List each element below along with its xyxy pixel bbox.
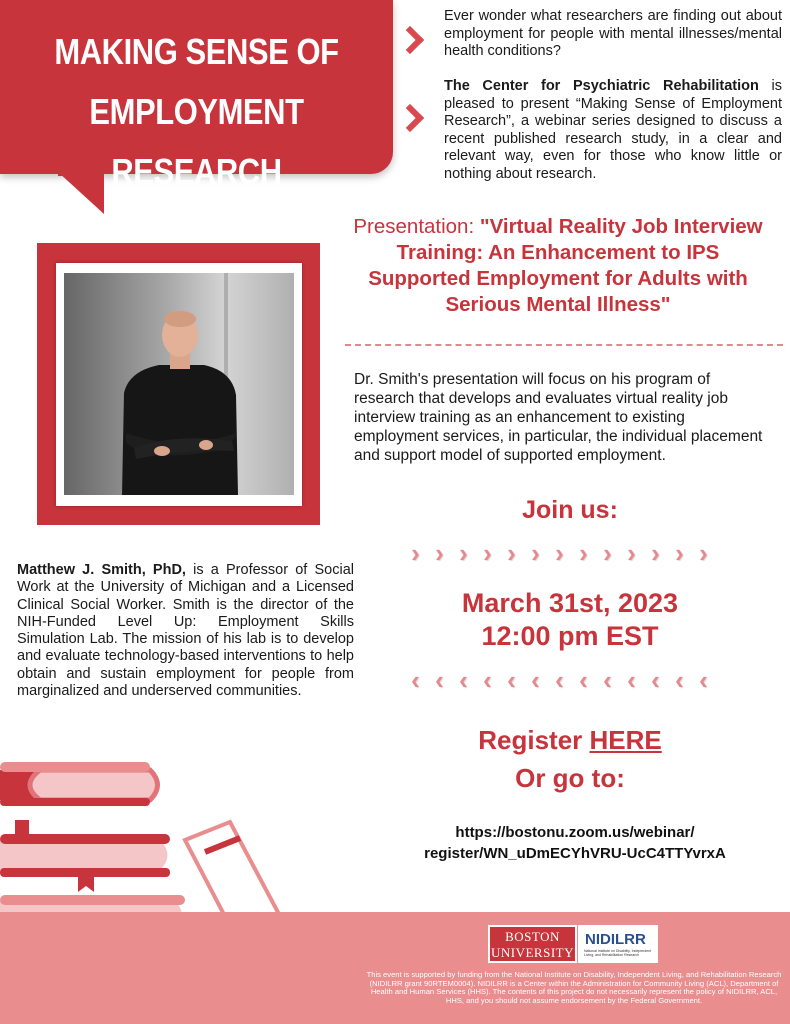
footer-band [0, 912, 790, 1024]
chevron-left-icon: ‹ [459, 665, 468, 695]
chevron-left-icon: ‹ [411, 665, 420, 695]
url-line-2: register/WN_uDmECYhVRU-UcC4TTYvrxA [424, 845, 726, 862]
chevron-left-icon: ‹ [531, 665, 540, 695]
intro-text: is pleased to present “Making Sense of Employment Research”, a webinar series designed to discuss a recent published research study, in a clear and relevant way, even for those who know little or nothing about research. [444, 78, 782, 182]
chevron-right-icon: › [555, 538, 564, 568]
chevron-right-icon: › [459, 538, 468, 568]
intro-question: Ever wonder what researchers are finding out about employment for people with mental illnesses/mental health conditions? [444, 8, 782, 59]
chevron-left-icon: ‹ [483, 665, 492, 695]
page-title [28, 22, 366, 202]
chevron-right-icon: › [651, 538, 660, 568]
presentation-description: Dr. Smith's presentation will focus on his program of research that develops and evaluates virtual reality job interview training as an enhancement to existing employment services, in particular, the individual placement and support model of supported employment. [354, 371, 763, 464]
bu-logo-line-1: BOSTON [505, 929, 560, 944]
speaker-name: Matthew J. Smith, PhD, [17, 562, 186, 578]
chevron-row-right [405, 538, 725, 569]
title-line-2: EMPLOYMENT RESEARCH [89, 91, 304, 192]
presentation-heading [348, 214, 768, 318]
register-prefix: Register [478, 725, 590, 755]
chevron-right-icon: › [579, 538, 588, 568]
chevron-right-icon: › [435, 538, 444, 568]
chevron-right-icon: › [603, 538, 612, 568]
bu-logo-line-2: UNIVERSITY [491, 945, 574, 960]
funding-disclaimer: This event is supported by funding from the National Institute on Disability, Independent Living, and Rehabilitation Research (NIDILRR grant 90RTEM0004). NIDILRR is a Center within the Administration for Community Living (ACL), Department of Health and Human Services (HHS). The contents of this project do not necessarily represent the policy of NIDILRR, ACL, HHS, and you should not assume endorsement by the Federal Government. [366, 970, 782, 1005]
nidilrr-logo-subtext: National Institute on Disability, Independent Living, and Rehabilitation Research [584, 949, 652, 957]
register-link[interactable]: HERE [589, 725, 662, 755]
presentation-prefix: Presentation: [353, 215, 480, 238]
bio-text: is a Professor of Social Work at the University of Michigan and a Licensed Clinical Social Worker. Smith is the director of the NIH-Funded Level Up: Employment Skills Simulation Lab. The mission of his lab is to develop and evaluate technology-based interventions to help obtain and sustain employment for people from marginalized and underserved communities. [17, 562, 354, 700]
speaker-bio [17, 562, 354, 700]
chevron-right-icon: › [411, 538, 420, 568]
center-name: The Center for Psychiatric Rehabilitation [444, 78, 759, 94]
chevron-left-icon: ‹ [555, 665, 564, 695]
register-line [350, 721, 790, 759]
presentation-title: "Virtual Reality Job Interview Training: An Enhancement to IPS Supported Employment for Adults with Serious Mental Illness" [368, 215, 763, 316]
register-alt: Or go to: [515, 763, 625, 793]
chevron-left-icon: ‹ [507, 665, 516, 695]
chevron-right-icon: › [675, 538, 684, 568]
join-label: Join us: [522, 496, 618, 524]
chevron-left-icon: ‹ [627, 665, 636, 695]
chevron-right-icon: › [483, 538, 492, 568]
intro-paragraph [444, 78, 782, 183]
chevron-left-icon: ‹ [651, 665, 660, 695]
chevron-left-icon: ‹ [699, 665, 708, 695]
chevron-left-icon: ‹ [603, 665, 612, 695]
chevron-right-icon: › [507, 538, 516, 568]
url-line-1: https://bostonu.zoom.us/webinar/ [455, 824, 695, 841]
speaker-photo [64, 273, 294, 495]
event-time: 12:00 pm EST [481, 621, 659, 651]
chevron-right-icon: › [531, 538, 540, 568]
nidilrr-logo-text: NIDILRR [585, 931, 646, 948]
boston-university-logo [488, 925, 577, 963]
chevron-right-icon [396, 104, 424, 132]
chevron-left-icon: ‹ [579, 665, 588, 695]
nidilrr-logo [578, 925, 658, 963]
chevron-row-left [405, 665, 725, 696]
event-date: March 31st, 2023 [461, 588, 679, 618]
chevron-left-icon: ‹ [675, 665, 684, 695]
title-line-1: MAKING SENSE OF [54, 31, 339, 72]
register-block [350, 721, 790, 797]
chevron-right-icon [396, 26, 424, 54]
dashed-divider [345, 344, 783, 346]
chevron-right-icon: › [627, 538, 636, 568]
event-datetime [350, 587, 790, 653]
webinar-url[interactable] [380, 822, 770, 864]
chevron-right-icon: › [699, 538, 708, 568]
chevron-left-icon: ‹ [435, 665, 444, 695]
